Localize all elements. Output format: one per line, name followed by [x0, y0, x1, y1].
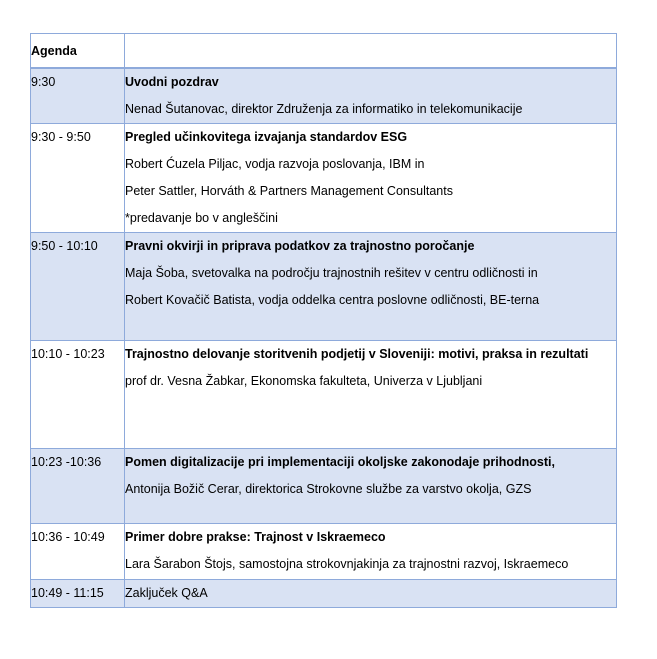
- agenda-header-label: Agenda: [31, 34, 125, 69]
- speaker-line: Antonija Božič Cerar, direktorica Strokovne službe za varstvo okolja, GZS: [125, 482, 532, 496]
- session-title: Pregled učinkovitega izvajanja standardov ESG: [125, 130, 408, 144]
- agenda-time: 9:30: [31, 68, 125, 124]
- agenda-session: [125, 524, 617, 580]
- agenda-header-row: [31, 34, 617, 69]
- agenda-session: [125, 341, 617, 449]
- closing-line: Zaključek Q&A: [125, 586, 208, 600]
- session-title: Pomen digitalizacije pri implementaciji okoljske zakonodaje prihodnosti,: [125, 455, 555, 469]
- agenda-row: [31, 341, 617, 449]
- agenda-session: [125, 68, 617, 124]
- agenda-time: 9:50 - 10:10: [31, 233, 125, 341]
- agenda-row: [31, 524, 617, 580]
- agenda-header-empty: [125, 34, 617, 69]
- speaker-line: Robert Kovačič Batista, vodja oddelka centra poslovne odličnosti, BE-terna: [125, 293, 540, 307]
- session-title: Trajnostno delovanje storitvenih podjetij v Sloveniji: motivi, praksa in rezultati: [125, 347, 589, 361]
- speaker-line: Nenad Šutanovac, direktor Združenja za informatiko in telekomunikacije: [125, 102, 523, 116]
- agenda-row: [31, 124, 617, 233]
- agenda-table: [30, 33, 617, 608]
- agenda-time: 10:49 - 11:15: [31, 580, 125, 608]
- agenda-time: 9:30 - 9:50: [31, 124, 125, 233]
- speaker-line: prof dr. Vesna Žabkar, Ekonomska fakulteta, Univerza v Ljubljani: [125, 374, 483, 388]
- agenda-time: 10:10 - 10:23: [31, 341, 125, 449]
- agenda-session: [125, 580, 617, 608]
- session-title: Uvodni pozdrav: [125, 75, 219, 89]
- session-title: Pravni okvirji in priprava podatkov za trajnostno poročanje: [125, 239, 475, 253]
- speaker-line: Robert Ćuzela Piljac, vodja razvoja poslovanja, IBM in: [125, 157, 425, 171]
- agenda-row: [31, 233, 617, 341]
- note-line: *predavanje bo v angleščini: [125, 211, 278, 225]
- speaker-line: Maja Šoba, svetovalka na področju trajnostnih rešitev v centru odličnosti in: [125, 266, 538, 280]
- agenda-session: [125, 233, 617, 341]
- speaker-line: Lara Šarabon Štojs, samostojna strokovnjakinja za trajnostni razvoj, Iskraemeco: [125, 557, 569, 571]
- agenda-session: [125, 124, 617, 233]
- speaker-line: Peter Sattler, Horváth & Partners Management Consultants: [125, 184, 453, 198]
- agenda-time: 10:23 -10:36: [31, 449, 125, 524]
- agenda-row: [31, 68, 617, 124]
- agenda-time: 10:36 - 10:49: [31, 524, 125, 580]
- session-title: Primer dobre prakse: Trajnost v Iskraemeco: [125, 530, 386, 544]
- agenda-session: [125, 449, 617, 524]
- agenda-row: [31, 449, 617, 524]
- agenda-row: [31, 580, 617, 608]
